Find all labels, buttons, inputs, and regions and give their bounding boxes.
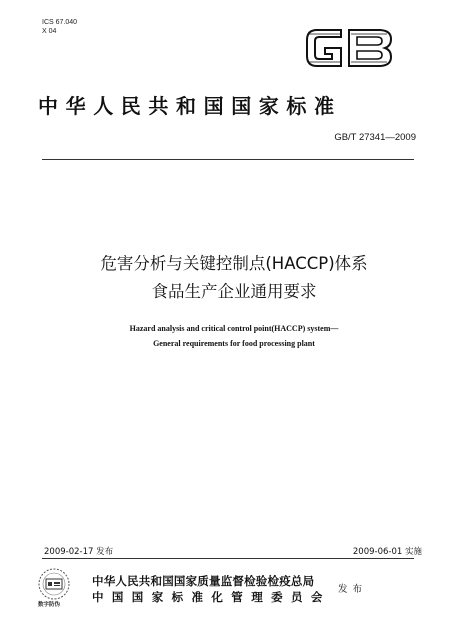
standard-number: GB/T 27341—2009 [334, 132, 416, 143]
chinese-title-line-2: 食品生产企业通用要求 [151, 282, 317, 301]
implementation-date: 2009-06-01 实施 [352, 547, 422, 557]
header-divider [42, 159, 414, 160]
issue-verb: 发布 [338, 584, 368, 595]
english-title [0, 321, 468, 351]
gb-logo [301, 24, 397, 72]
classification-codes [42, 18, 77, 36]
english-title-line-2: General requirements for food processing plant [153, 339, 315, 348]
issuing-authorities [92, 573, 331, 605]
ics-code: ICS 67.040 [42, 19, 78, 26]
class-code: X 04 [42, 28, 57, 35]
issuer-sac: 中国国家标准化管理委员会 [92, 590, 331, 604]
footer-divider [42, 558, 414, 559]
issue-date: 2009-02-17 发布 [44, 547, 114, 557]
seal-caption: 数字防伪 [38, 602, 61, 608]
chinese-title [0, 250, 468, 306]
chinese-title-line-1: 危害分析与关键控制点(HACCP)体系 [100, 254, 368, 273]
national-standard-title: 中华人民共和国国家标准 [38, 94, 342, 118]
issuer-aqsiq: 中华人民共和国国家质量监督检验检疫总局 [92, 574, 315, 588]
english-title-line-1: Hazard analysis and critical control point(HACCP) system— [129, 324, 339, 333]
